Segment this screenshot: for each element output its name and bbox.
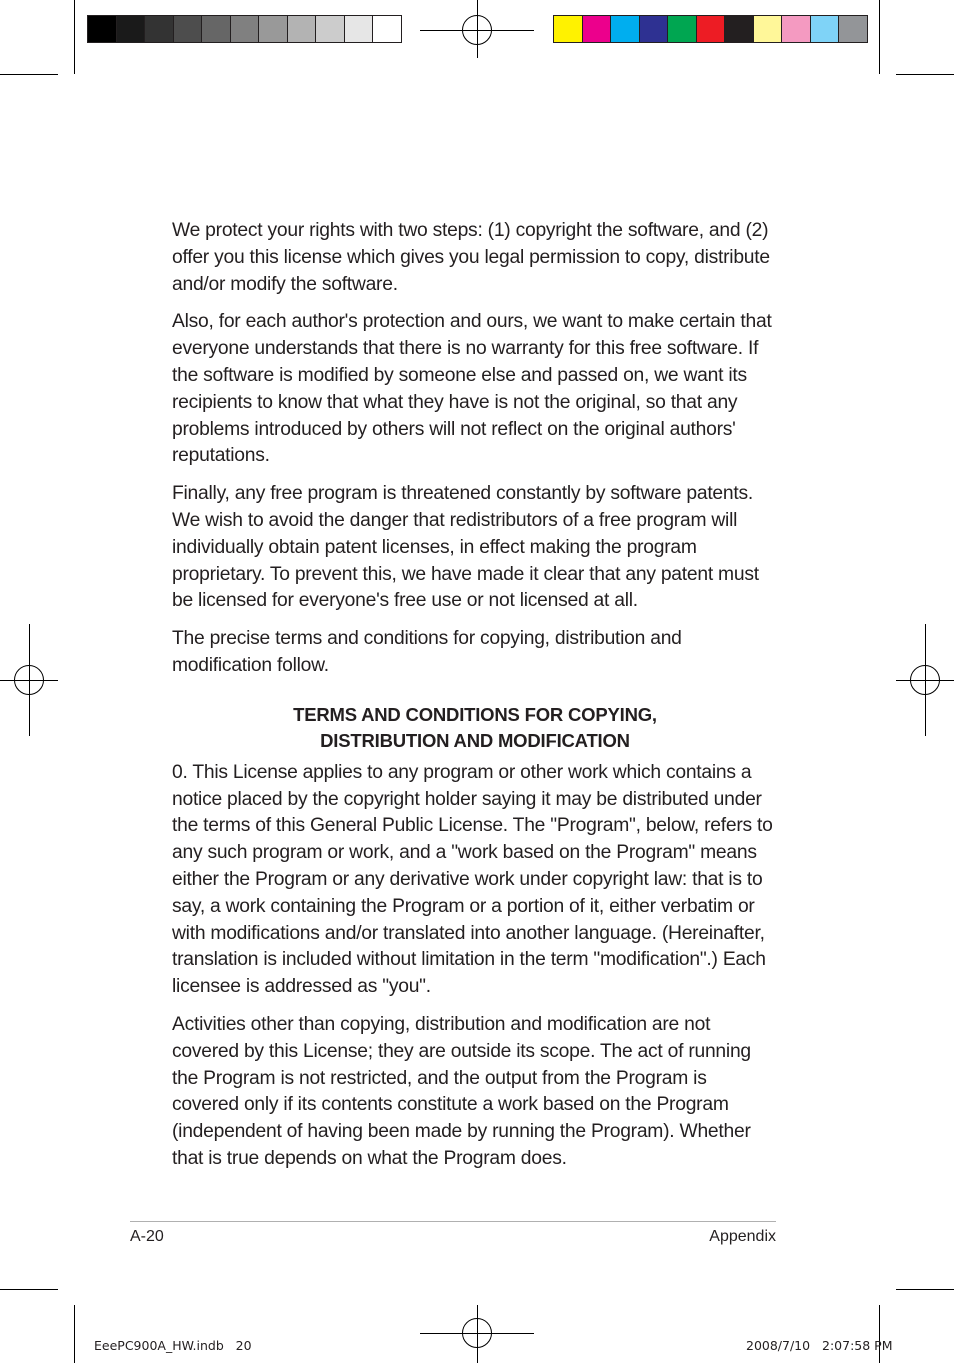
calibration-swatch	[838, 15, 868, 43]
calibration-swatch	[781, 15, 811, 43]
crop-mark-bottom-right-v	[879, 1305, 880, 1363]
footer-section-label: Appendix	[709, 1228, 776, 1245]
calibration-swatch	[258, 15, 288, 43]
calibration-swatch	[667, 15, 697, 43]
page-number: A-20	[130, 1228, 164, 1245]
paragraph-warranty: Also, for each author's protection and ours, we want to make certain that everyone understands that there is no warranty for this free software. If the software is modified by someone else and passed on, we want its recipients to know that what they have is not the original, so that any problems introduced by others will not reflect on the original authors' reputations.	[172, 311, 772, 467]
calibration-swatch	[810, 15, 840, 43]
paragraph-terms-intro: The precise terms and conditions for copying, distribution and modification follow.	[172, 628, 682, 676]
slug-timestamp: 2008/7/10 2:07:58 PM	[746, 1338, 893, 1353]
crop-mark-top-left-v	[74, 0, 75, 74]
calibration-swatch	[372, 15, 402, 43]
crop-mark-top-right-v	[879, 0, 880, 74]
calibration-swatch	[116, 15, 146, 43]
calibration-swatch	[201, 15, 231, 43]
crop-mark-top-right-h	[896, 74, 954, 75]
paragraph-clause-0: 0. This License applies to any program or other work which contains a notice placed by the copyright holder saying it may be distributed under the terms of this General Public License. The "Program", below, refers to any such program or work, and a "work based on the Program" means either the Program or any derivative work under copyright law: that is to say, a work containing the Program or a portion of it, either verbatim or with modifications and/or translated into another language. (Hereinafter, translation is included without limitation in the term "modification".) Each licensee is addressed as "you".	[172, 761, 773, 998]
calibration-swatch	[753, 15, 783, 43]
paragraph-activities: Activities other than copying, distribution and modification are not covered by this License; they are outside its scope. The act of running the Program is not restricted, and the output from the Program is covered only if its contents constitute a work based on the Program (independent of having been made by running the Program). Whether that is true depends on what the Program does.	[172, 1013, 751, 1169]
calibration-swatch	[287, 15, 317, 43]
calibration-swatch	[144, 15, 174, 43]
calibration-swatch	[639, 15, 669, 43]
paragraph-patents: Finally, any free program is threatened constantly by software patents. We wish to avoid the danger that redistributors of a free program will individually obtain patent licenses, in effect making the program proprietary. To prevent this, we have made it clear that any patent must be licensed for everyone's free use or not licensed at all.	[172, 483, 759, 612]
section-heading	[172, 702, 778, 754]
document-body	[172, 218, 778, 1184]
calibration-swatch	[315, 15, 345, 43]
calibration-swatch	[724, 15, 754, 43]
calibration-swatch	[230, 15, 260, 43]
calibration-swatch	[173, 15, 203, 43]
calibration-swatch	[610, 15, 640, 43]
calibration-swatch	[344, 15, 374, 43]
section-heading-line-1: TERMS AND CONDITIONS FOR COPYING,	[293, 703, 657, 725]
crop-mark-bottom-left-v	[74, 1305, 75, 1363]
paragraph-rights: We protect your rights with two steps: (1) copyright the software, and (2) offer you this license which gives you legal permission to copy, distribute and/or modify the software.	[172, 220, 770, 295]
footer-rule	[130, 1221, 776, 1222]
crop-mark-bottom-left-h	[0, 1289, 58, 1290]
slug-filename: EeePC900A_HW.indb 20	[94, 1338, 252, 1353]
calibration-swatch	[696, 15, 726, 43]
calibration-swatch	[87, 15, 117, 43]
section-heading-line-2: DISTRIBUTION AND MODIFICATION	[320, 729, 630, 751]
crop-mark-top-left-h	[0, 74, 58, 75]
crop-mark-bottom-right-h	[896, 1289, 954, 1290]
calibration-swatch	[582, 15, 612, 43]
calibration-swatch	[553, 15, 583, 43]
